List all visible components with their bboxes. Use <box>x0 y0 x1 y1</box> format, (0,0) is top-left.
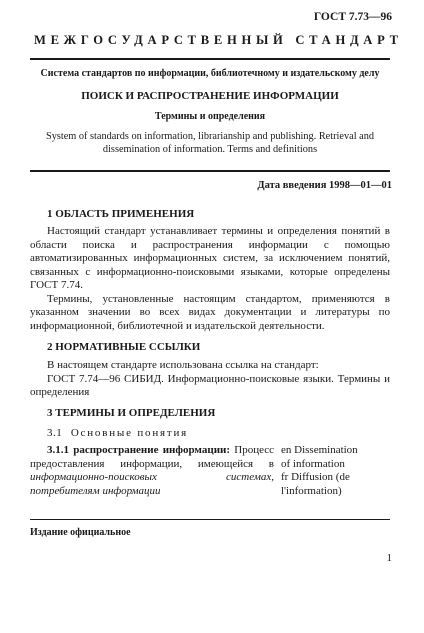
section-references-heading: 2 НОРМАТИВНЫЕ ССЫЛКИ <box>47 341 201 353</box>
term-name: распространение информации: <box>73 444 231 456</box>
standards-system-title: Система стандартов по информации, библиотечному и издательскому делу <box>40 68 380 79</box>
equivalent-line: l'information) <box>281 484 342 497</box>
references-paragraph-2: ГОСТ 7.74—96 СИБИД. Информационно-поисковые языки. Термины и определения <box>30 372 390 398</box>
equivalent-line: fr Diffusion (de <box>281 471 350 483</box>
interstate-standard-banner: МЕЖГОСУДАРСТВЕННЫЙ СТАНДАРТ <box>34 33 403 47</box>
references-paragraph-1: В настоящем стандарте использована ссылка на стандарт: <box>47 359 319 371</box>
english-title: System of standards on information, librarianship and publishing. Retrieval and dissemination of information. Terms and definitions <box>45 131 374 155</box>
section-scope-body <box>30 225 390 333</box>
term-definition-italic: информационно-поисковых системах, потребителям информации <box>30 471 274 497</box>
subsection-heading <box>47 427 188 439</box>
subsection-title: Основные понятия <box>70 427 189 439</box>
section-scope-heading: 1 ОБЛАСТЬ ПРИМЕНЕНИЯ <box>47 208 195 220</box>
equivalent-line: of information <box>281 457 345 470</box>
scope-paragraph-2: Термины, установленные настоящим стандартом, применяются в указанном значении во всех видах документации и литературы по информационной, библиотечной и издательской деятельности. <box>30 292 390 332</box>
gost-code: ГОСТ 7.73—96 <box>313 11 392 23</box>
page-number: 1 <box>386 552 392 564</box>
section-terms-heading: 3 ТЕРМИНЫ И ОПРЕДЕЛЕНИЯ <box>47 407 216 419</box>
title-divider <box>30 170 390 172</box>
subsection-number: 3.1 <box>47 427 63 439</box>
introduction-date: Дата введения 1998—01—01 <box>257 180 392 191</box>
equivalent-line: en Dissemination <box>281 444 358 456</box>
term-equivalents <box>281 444 393 498</box>
footer-divider <box>30 519 390 520</box>
official-edition-note: Издание официальное <box>30 527 131 538</box>
term-number: 3.1.1 <box>47 444 69 456</box>
term-definition-text: Процесс предоставления информации, имеющейся в <box>30 444 275 470</box>
main-title: ПОИСК И РАСПРОСТРАНЕНИЕ ИНФОРМАЦИИ <box>81 90 339 102</box>
scope-paragraph-1: Настоящий стандарт устанавливает термины и определения понятий в области поиска и распространения информации с помощью автоматизированных информационных систем, за исключением понятий, связанных с информационно-поисковыми языками, которые определены ГОСТ 7.74. <box>30 225 390 291</box>
section-references-body <box>30 359 390 400</box>
subtitle: Термины и определения <box>154 111 266 122</box>
term-definition <box>30 444 274 498</box>
top-divider <box>30 58 390 60</box>
